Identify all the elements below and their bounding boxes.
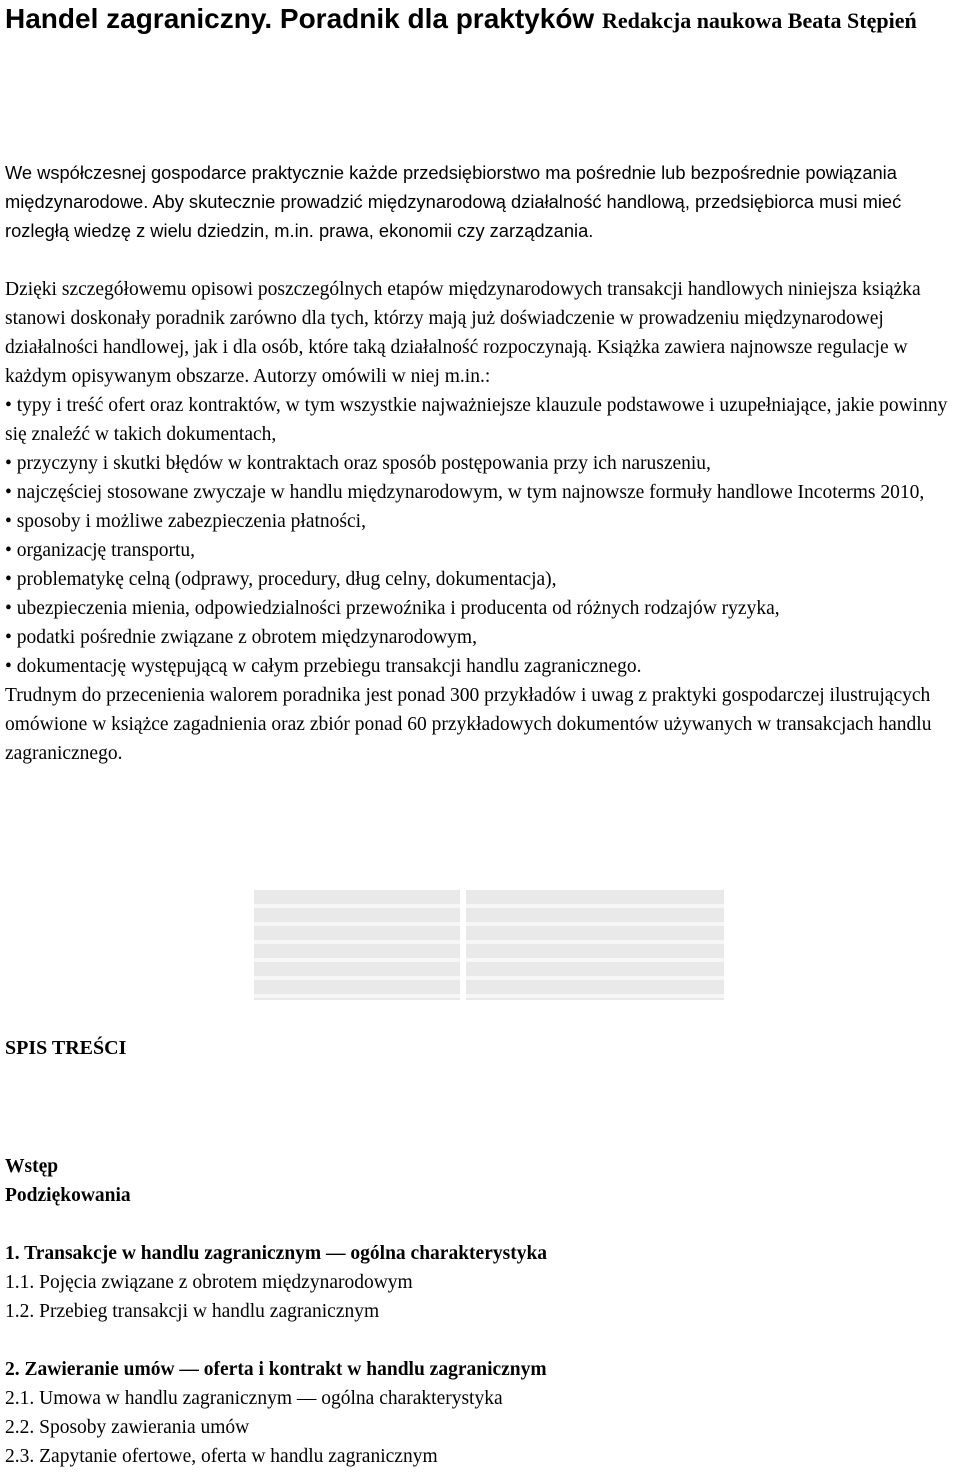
placeholder-table-graphic (254, 890, 724, 1000)
intro-paragraph: We współczesnej gospodarce praktycznie każde przedsiębiorstwo ma pośrednie lub bezpośrednie powiązania międzynarodowe. Aby skutecznie prowadzić międzynarodową działalność handlową, przedsiębiorca musi mieć rozległą wiedzę z wielu dziedzin, m.in. prawa, ekonomii czy zarządzania. (5, 162, 902, 241)
document-page (5, 0, 957, 1467)
toc-front-matter (5, 1152, 960, 1210)
book-description (5, 275, 960, 768)
list-item: • ubezpieczenia mienia, odpowiedzialności przewoźnika i producenta od różnych rodzajów ryzyka, (5, 594, 960, 623)
toc-entry-acknowledgements: Podziękowania (5, 1185, 131, 1206)
toc-entry: 2.2. Sposoby zawierania umów (5, 1417, 250, 1438)
topics-list (5, 391, 960, 681)
book-title: Handel zagraniczny. Poradnik dla praktyków (5, 3, 595, 34)
toc-entry: 1.1. Pojęcia związane z obrotem międzynarodowym (5, 1272, 413, 1293)
list-item: • przyczyny i skutki błędów w kontraktach oraz sposób postępowania przy ich naruszeniu, (5, 449, 960, 478)
toc-chapter-1 (5, 1239, 960, 1326)
list-item: • podatki pośrednie związane z obrotem międzynarodowym, (5, 623, 960, 652)
list-item: • organizację transportu, (5, 536, 960, 565)
list-item: • sposoby i możliwe zabezpieczenia płatności, (5, 507, 960, 536)
toc-entry: 2.3. Zapytanie ofertowe, oferta w handlu zagranicznym (5, 1446, 438, 1467)
toc-chapter-title: 1. Transakcje w handlu zagranicznym — ogólna charakterystyka (5, 1243, 548, 1264)
toc-entry: 2.1. Umowa w handlu zagranicznym — ogólna charakterystyka (5, 1388, 503, 1409)
toc-entry: 1.2. Przebieg transakcji w handlu zagranicznym (5, 1301, 380, 1322)
list-item: • dokumentację występującą w całym przebiegu transakcji handlu zagranicznego. (5, 652, 960, 681)
list-item: • typy i treść ofert oraz kontraktów, w tym wszystkie najważniejsze klauzule podstawowe i uzupełniające, jakie powinny się znaleźć w takich dokumentach, (5, 391, 960, 449)
list-item: • najczęściej stosowane zwyczaje w handlu międzynarodowym, w tym najnowsze formuły handlowe Incoterms 2010, (5, 478, 960, 507)
toc-heading: SPIS TREŚCI (5, 1037, 127, 1059)
toc-entry-preface: Wstęp (5, 1156, 59, 1177)
toc-chapter-title: 2. Zawieranie umów — oferta i kontrakt w handlu zagranicznym (5, 1359, 547, 1380)
list-item: • problematykę celną (odprawy, procedury, dług celny, dokumentacja), (5, 565, 960, 594)
book-editor: Redakcja naukowa Beata Stępień (601, 8, 917, 33)
book-title-heading (5, 0, 957, 38)
closing-paragraph: Trudnym do przecenienia walorem poradnika jest ponad 300 przykładów i uwag z praktyki gospodarczej ilustrujących omówione w książce zagadnienia oraz zbiór ponad 60 przykładowych dokumentów używanych w transakcjach handlu zagranicznego. (5, 685, 932, 764)
toc-chapter-2 (5, 1355, 960, 1471)
description-paragraph: Dzięki szczegółowemu opisowi poszczególnych etapów międzynarodowych transakcji handlowych niniejsza książka stanowi doskonały poradnik zarówno dla tych, którzy mają już doświadczenie w prowadzeniu międzynarodowej działalności handlowej, jak i dla osób, które taką działalność rozpoczynają. Książka zawiera najnowsze regulacje w każdym opisywanym obszarze. Autorzy omówili w niej m.in.: (5, 279, 921, 387)
